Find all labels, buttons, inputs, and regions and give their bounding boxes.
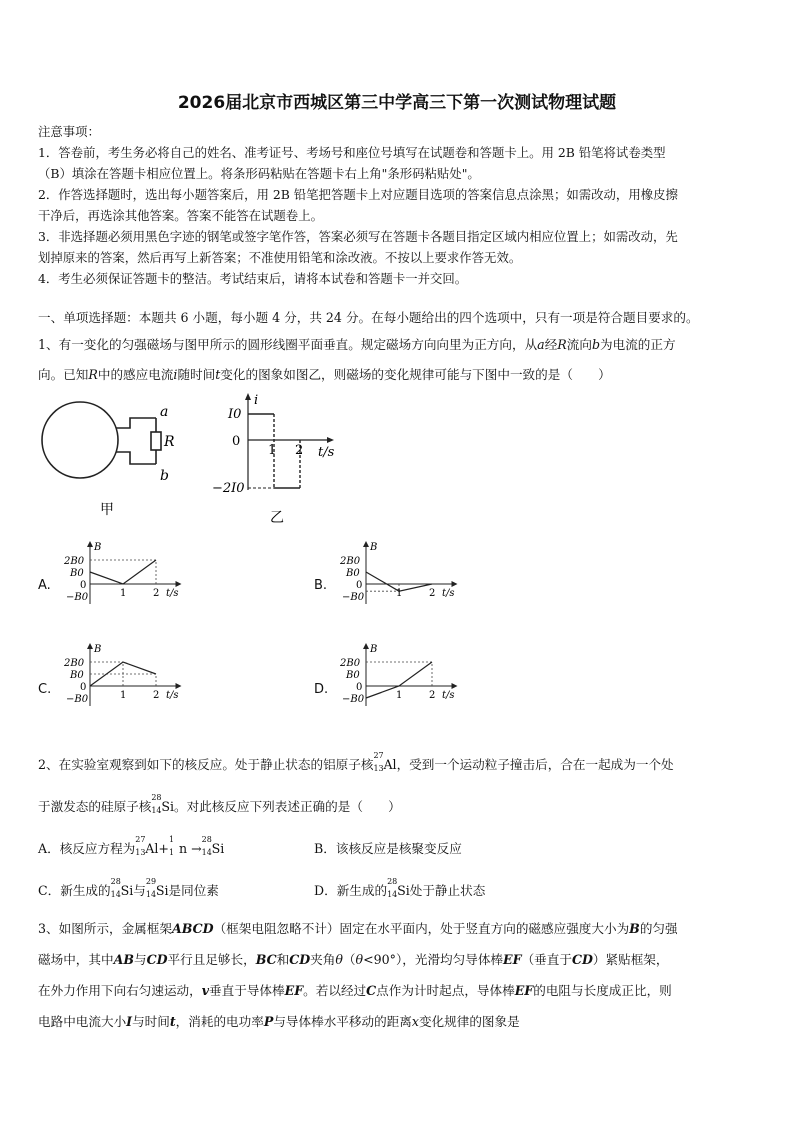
tick-label-zero: 0 [80,580,87,591]
q3-theta: θ [355,952,364,967]
tick-label-neg-B0: −B0 [66,592,89,603]
q3-line2 [38,949,668,968]
nuclide-al27 [373,751,397,773]
tick-label-2: 2 [153,690,160,701]
q3-text: （垂直于 [521,952,572,967]
element: Si [120,883,134,898]
q3-AB: AB [113,952,134,967]
q1-text: 经 [544,337,558,352]
q3-text: 3、如图所示，金属框架 [38,921,172,936]
axis-label-ts: t/s [166,588,179,599]
q3-text: 在外力作用下向右匀速运动， [38,983,202,998]
note-2b: 干净后，再选涂其他答案。答案不能答在试题卷上。 [38,208,323,223]
mass-number: 1 [168,835,175,844]
q2-text: ，受到一个运动粒子撞击后，合在一起成为一个处 [396,757,674,772]
note-2a: 2．作答选择题时，选出每小题答案后，用 2B 铅笔把答题卡上对应题目选项的答案信息点涂黑；如需改动，用橡皮擦 [38,187,678,202]
tick-label-2: 2 [153,588,160,599]
q1-R: R [88,367,98,382]
q3-BC: BC [255,952,277,967]
axis-label-ts: t/s [442,690,455,701]
tick-label-2B0: 2B0 [340,556,361,567]
tick-label-2B0: 2B0 [64,658,85,669]
mass-number: 28 [110,877,121,886]
q3-ABCD: ABCD [171,921,214,936]
nuclide-si28 [151,793,174,815]
tick-label-B0: B0 [346,670,360,681]
option-c-label[interactable]: C. [38,682,52,697]
q3-text: 点作为计时起点，导体棒 [376,983,515,998]
axis-label-B: B [370,644,378,655]
q1-t: t [215,367,221,382]
x-axis-arrow [176,581,182,587]
q3-C: C [366,983,377,998]
q3-text: ，消耗的电功率 [175,1014,264,1029]
q3-x: x [411,1014,419,1029]
q1-line1 [38,334,676,353]
tick-label-2: 2 [429,588,436,599]
notes-heading: 注意事项： [38,124,100,139]
axis-t: t/s [318,445,335,460]
q1-text: 为电流的正方 [600,337,676,352]
y-axis-arrow [87,643,93,649]
axis-label-B: B [94,644,102,655]
mass-number: 28 [151,793,162,802]
q3-B: B [629,921,640,936]
q3-v: v [201,983,210,998]
option-b-label[interactable]: B. [314,578,328,593]
element: Al [383,757,397,772]
q3-CD: CD [571,952,593,967]
q2-line1 [38,751,674,773]
atomic-number: 1 [168,848,175,857]
tick-label-1: 1 [396,690,403,701]
q3-text: 平行且足够长， [167,952,256,967]
nuclide-si29 [145,877,169,899]
option-b-graph [336,540,466,616]
note-1b: （B）填涂在答题卡相应位置上。将条形码粘贴在答题卡右上角"条形码粘贴处"。 [38,166,480,181]
atomic-number: 14 [387,890,398,899]
element: Si [161,799,174,814]
q2-option-d[interactable] [314,877,486,899]
q3-text: 夹角 [310,952,336,967]
q1-a: a [537,337,545,352]
q3-t: t [169,1014,176,1029]
plus-sign: + [158,841,169,856]
q3-text: 与时间 [132,1014,170,1029]
q3-text: 的电阻与长度成正比，则 [533,983,672,998]
reaction-arrow: → [191,841,202,856]
tick-1: 1 [268,443,277,458]
tick-label-zero: 0 [80,682,87,693]
tick-label-neg-B0: −B0 [66,694,89,705]
q2-option-a[interactable] [38,835,225,857]
option-text: 与 [133,883,146,898]
q1-b: b [591,337,601,352]
label-zero: 0 [232,434,241,449]
axis-i: i [254,393,259,408]
nuclide-al27 [135,835,159,857]
q3-text: （ [342,952,356,967]
q1-text: 随时间 [177,367,216,382]
tick-label-B0: B0 [70,568,84,579]
series-line [90,560,156,584]
element: Si [397,883,410,898]
q2-option-c[interactable] [38,877,219,899]
nuclide-si28 [110,877,134,899]
element: Si [211,841,225,856]
option-text: 是同位素 [168,883,219,898]
mass-number: 29 [145,877,157,886]
nuclide-n [168,835,188,857]
mass-number: 27 [135,835,146,844]
option-d-label[interactable]: D. [314,682,329,697]
label-neg-2I0: −2I0 [212,481,245,496]
q3-CD: CD [146,952,168,967]
mass-number: 27 [373,751,384,760]
mass-number: 28 [387,877,398,886]
note-1a: 1．答卷前，考生务必将自己的姓名、准考证号、考场号和座位号填写在试题卷和答题卡上。用 2B 铅笔将试卷类型 [38,145,666,160]
q2-text: 2、在实验室观察到如下的核反应。处于静止状态的铝原子核 [38,757,374,772]
option-text: A．核反应方程为 [38,841,136,856]
atomic-number: 14 [201,848,212,857]
q1-i: i [173,367,178,382]
figure-jia [36,398,176,522]
q3-text: 变化规律的图象是 [418,1014,520,1029]
label-a: a [160,404,169,420]
element: Al [145,841,159,856]
q3-EF: EF [503,952,522,967]
atomic-number: 14 [151,806,162,815]
label-b: b [160,468,169,484]
q3-line1 [38,918,678,937]
axis-label-B: B [370,542,378,553]
q3-P: P [263,1014,274,1029]
q3-text: 与导体棒水平移动的距离 [273,1014,412,1029]
q1-text: 1、有一变化的匀强磁场与图甲所示的圆形线圈平面垂直。规定磁场方向向里为正方向，从 [38,337,538,352]
page-title: 2026届北京市西城区第三中学高三下第一次测试物理试题 [177,93,617,113]
note-3a: 3．非选择题必须用黑色字迹的钢笔或签字笔作答，答案必须写在答题卡各题目指定区域内相应位置上；如需改动，先 [38,229,678,244]
figure-yi [210,392,350,528]
q1-R: R [557,337,567,352]
q1-text: 中的感应电流 [97,367,174,382]
tick-label-zero: 0 [356,682,363,693]
element: Si [155,883,169,898]
q3-text: 和 [276,952,290,967]
atomic-number: 14 [110,890,121,899]
q2-option-b[interactable]: B．该核反应是核聚变反应 [314,841,462,856]
q3-text: 与 [133,952,147,967]
q3-theta: θ [335,952,343,967]
label-R: R [164,434,175,450]
q3-text: 磁场中，其中 [38,952,114,967]
tick-label-B0: B0 [70,670,84,681]
q3-text: 。若以经过 [303,983,367,998]
section-heading: 一、单项选择题：本题共 6 小题，每小题 4 分，共 24 分。在每小题给出的四个选项中，只有一项是符合题目要求的。 [38,310,699,325]
q3-text: <90°），光滑均匀导体棒 [363,952,504,967]
q1-text: 流向 [566,337,592,352]
option-a-graph [60,540,190,616]
option-a-label[interactable]: A. [38,578,51,593]
x-axis-arrow [176,683,182,689]
axis-label-ts: t/s [166,690,179,701]
tick-label-2B0: 2B0 [340,658,361,669]
nuclide-si28 [387,877,410,899]
y-axis-arrow [363,541,369,547]
label-I0: I0 [228,407,242,422]
q3-I: I [126,1014,133,1029]
q3-line4 [38,1011,520,1030]
y-axis-arrow [363,643,369,649]
note-3b: 划掉原来的答案，然后再写上新答案；不准使用铅笔和涂改液。不按以上要求作答无效。 [38,250,522,265]
q2-text: 于激发态的硅原子核 [38,799,152,814]
tick-label-1: 1 [120,588,127,599]
nuclide-si28 [201,835,225,857]
tick-label-1: 1 [120,690,127,701]
axis-label-B: B [94,542,102,553]
tick-label-B0: B0 [346,568,360,579]
option-text: 处于静止状态 [409,883,486,898]
axis-label-ts: t/s [442,588,455,599]
tick-label-1: 1 [396,588,403,599]
atomic-number: 13 [373,764,384,773]
q1-text: 变化的图象如图乙，则磁场的变化规律可能与下图中一致的是（ ） [220,367,611,382]
note-4: 4．考生必须保证答题卡的整洁。考试结束后，请将本试卷和答题卡一并交回。 [38,271,468,286]
caption-jia: 甲 [100,502,114,518]
atomic-number: 13 [135,848,146,857]
q3-text: 垂直于导体棒 [209,983,285,998]
option-d-graph [336,642,476,722]
tick-label-2: 2 [429,690,436,701]
element: n [178,841,188,856]
q2-line2 [38,793,401,815]
option-text: C．新生成的 [38,883,111,898]
x-axis-arrow [452,683,458,689]
caption-yi: 乙 [270,510,284,526]
q3-EF: EF [284,983,304,998]
mass-number: 28 [201,835,212,844]
q3-text: 的匀强 [639,921,678,936]
q3-text: ）紧贴框架， [592,952,669,967]
q1-text: 向。已知 [38,367,89,382]
tick-label-neg-B0: −B0 [342,694,365,705]
x-axis-arrow [452,581,458,587]
q3-line3 [38,980,672,999]
q3-CD: CD [289,952,311,967]
q1-line2 [38,364,611,383]
tick-label-neg-B0: −B0 [342,592,365,603]
q3-text: 电路中电流大小 [38,1014,127,1029]
q3-text: （框架电阻忽略不计）固定在水平面内，处于竖直方向的磁感应强度大小为 [213,921,630,936]
tick-2: 2 [295,443,304,458]
tick-label-zero: 0 [356,580,363,591]
tick-label-2B0: 2B0 [64,556,85,567]
y-axis-arrow [87,541,93,547]
atomic-number: 14 [145,890,157,899]
option-text: D．新生成的 [314,883,388,898]
q2-text: 。对此核反应下列表述正确的是（ ） [174,799,401,814]
option-c-graph [60,642,200,722]
q3-EF: EF [514,983,534,998]
